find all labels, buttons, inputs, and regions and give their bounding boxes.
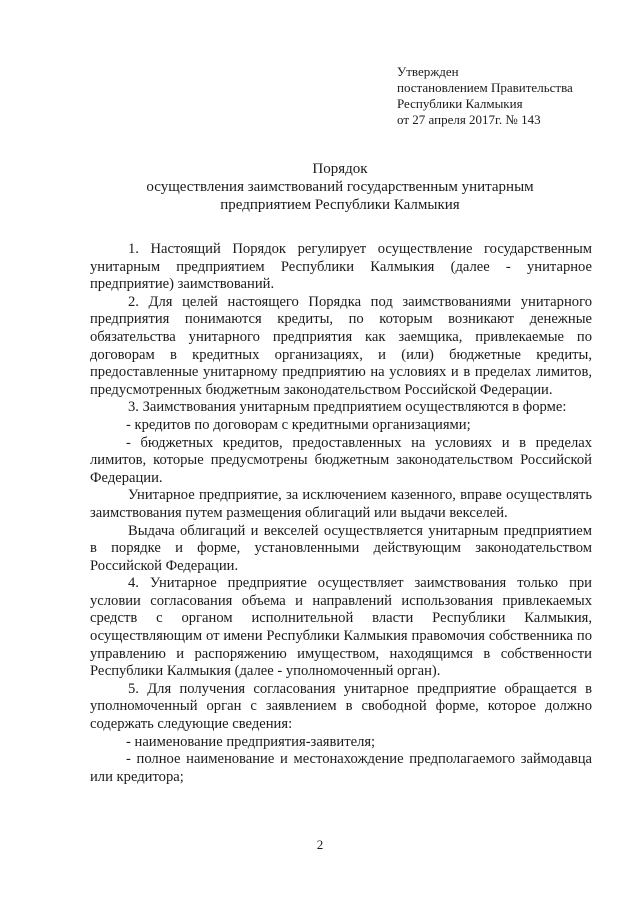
page-number: 2 <box>316 837 324 852</box>
paragraph: 4. Унитарное предприятие осуществляет заимствования только при условии согласования объема и направлений использования привлекаемых средств с органом исполнительной власти Республики Калмыкия, осуществляющим от имени Республики Калмыкия правомочия собственника по управлению и распоряжению имуществом, находящимся в собственности Республики Калмыкия (далее - уполномоченный орган). <box>90 575 592 680</box>
paragraph: 1. Настоящий Порядок регулирует осуществление государственным унитарным предприятием Республики Калмыкия (далее - унитарное предприятие) заимствований. <box>90 241 592 293</box>
list-item: - кредитов по договорам с кредитными организациями; <box>126 416 471 433</box>
document-body <box>90 241 592 786</box>
list-item: - наименование предприятия-заявителя; <box>126 733 376 750</box>
title-line-2: осуществления заимствований государственным унитарным <box>146 179 534 195</box>
approval-line: постановлением Правительства <box>397 80 573 95</box>
paragraph: 5. Для получения согласования унитарное предприятие обращается в уполномоченный орган с заявлением в свободной форме, которое должно содержать следующие сведения: <box>90 680 592 733</box>
document-title <box>90 160 590 214</box>
approval-stamp <box>397 64 573 128</box>
approval-line: Республики Калмыкия <box>397 96 523 111</box>
approval-line: от 27 апреля 2017г. № 143 <box>397 112 541 127</box>
title-line-3: предприятием Республики Калмыкия <box>220 197 460 213</box>
paragraph: 2. Для целей настоящего Порядка под заимствованиями унитарного предприятия понимаются кредиты, по которым возникают денежные обязательства унитарного предприятия как заемщика, привлекаемые по договорам в кредитных организациях, и (или) бюджетные кредиты, предоставленные унитарному предприятию на условиях и в пределах лимитов, предусмотренных бюджетным законодательством Российской Федерации. <box>90 293 592 398</box>
list-item: - бюджетных кредитов, предоставленных на условиях и в пределах лимитов, которые предусмотрены бюджетным законодательством Российской Федерации. <box>90 434 592 486</box>
paragraph: Унитарное предприятие, за исключением казенного, вправе осуществлять заимствования путем размещения облигаций или выдачи векселей. <box>90 487 592 521</box>
list-item: - полное наименование и местонахождение предполагаемого займодавца или кредитора; <box>90 751 592 785</box>
paragraph: Выдача облигаций и векселей осуществляется унитарным предприятием в порядке и форме, установленными действующим законодательством Российской Федерации. <box>90 522 592 574</box>
approval-line: Утвержден <box>397 64 459 79</box>
paragraph: 3. Заимствования унитарным предприятием осуществляются в форме: <box>128 399 567 416</box>
title-line-1: Порядок <box>312 161 368 177</box>
